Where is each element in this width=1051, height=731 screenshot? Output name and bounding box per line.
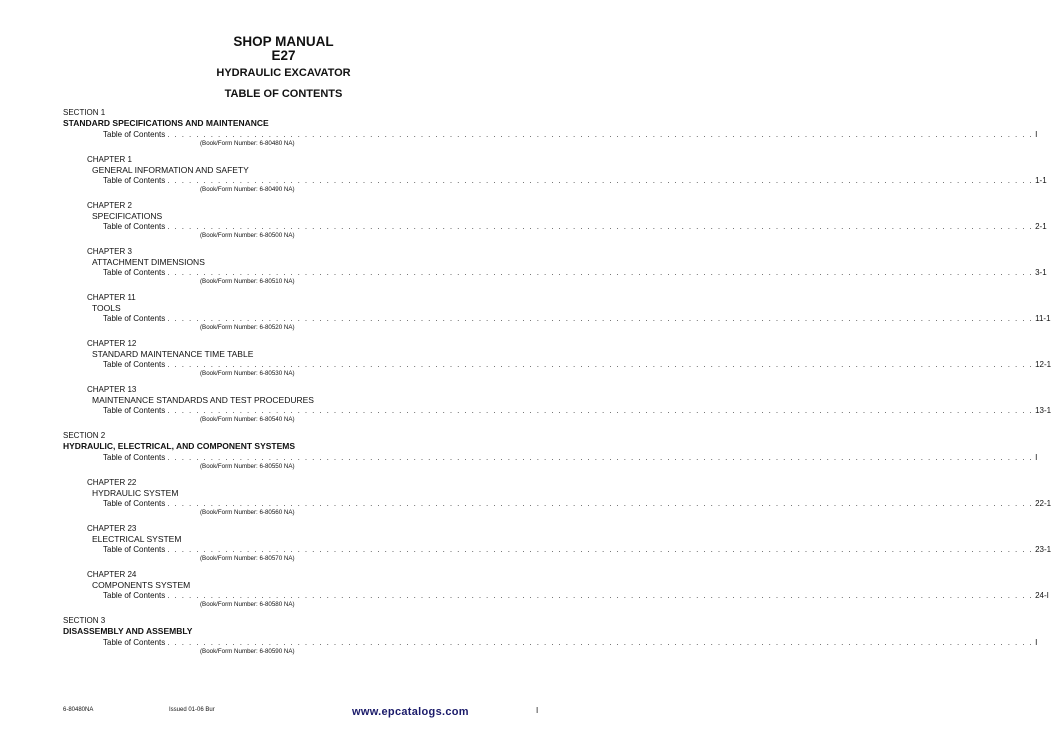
footer-doc-number: 6-80480NA (63, 707, 94, 713)
dot-leader: . . . . . . . . . . . . . . . . . . . . . . . . . . . . . . . . . . . . . . . . . . . . . . . . . . . . . . . . . . . . . . . . . . . . . . . . . . . . . . . . . . . . . . . . . . . . . . . . . . . . . . . . . . . . . . . . . . . . . . . . (167, 406, 1034, 415)
manual-title: SHOP MANUAL (233, 34, 334, 49)
section-toc-entry[interactable] (103, 130, 1038, 140)
toc-section (63, 108, 1051, 424)
toc-entry-label: Table of Contents (103, 591, 166, 600)
chapter-number: CHAPTER 23 (87, 524, 137, 533)
book-form-number: (Book/Form Number: 6-80580 NA) (200, 601, 295, 608)
chapter-toc-entry[interactable] (103, 545, 1051, 555)
toc-page-number: 2-1 (1035, 222, 1047, 231)
book-form-number: (Book/Form Number: 6-80510 NA) (200, 278, 295, 285)
toc-page-number: 23-1 (1035, 545, 1051, 554)
book-form-number: (Book/Form Number: 6-80590 NA) (200, 648, 295, 655)
chapter-toc-entry[interactable] (103, 268, 1047, 278)
toc-page-number: 3-1 (1035, 268, 1047, 277)
section-number: SECTION 3 (63, 616, 106, 625)
section-title: DISASSEMBLY AND ASSEMBLY (63, 626, 193, 636)
chapter-number: CHAPTER 3 (87, 247, 132, 256)
book-form-number: (Book/Form Number: 6-80560 NA) (200, 509, 295, 516)
section-toc-entry[interactable] (103, 453, 1038, 463)
chapter-title: HYDRAULIC SYSTEM (92, 488, 179, 498)
toc-entry-label: Table of Contents (103, 406, 166, 415)
toc-page-number: 13-1 (1035, 406, 1051, 415)
dot-leader: . . . . . . . . . . . . . . . . . . . . . . . . . . . . . . . . . . . . . . . . . . . . . . . . . . . . . . . . . . . . . . . . . . . . . . . . . . . . . . . . . . . . . . . . . . . . . . . . . . . . . . . . . . . . . . . . . . . . . . . . (167, 268, 1034, 277)
section-toc-entry[interactable] (103, 638, 1038, 648)
toc-entry-label: Table of Contents (103, 360, 166, 369)
chapter-title: TOOLS (92, 303, 121, 313)
toc-entry-label: Table of Contents (103, 499, 166, 508)
dot-leader: . . . . . . . . . . . . . . . . . . . . . . . . . . . . . . . . . . . . . . . . . . . . . . . . . . . . . . . . . . . . . . . . . . . . . . . . . . . . . . . . . . . . . . . . . . . . . . . . . . . . . . . . . . . . . . . . . . . . . . . . (167, 130, 1034, 139)
chapter-number: CHAPTER 13 (87, 385, 137, 394)
dot-leader: . . . . . . . . . . . . . . . . . . . . . . . . . . . . . . . . . . . . . . . . . . . . . . . . . . . . . . . . . . . . . . . . . . . . . . . . . . . . . . . . . . . . . . . . . . . . . . . . . . . . . . . . . . . . . . . . . . . . . . . . (167, 176, 1034, 185)
dot-leader: . . . . . . . . . . . . . . . . . . . . . . . . . . . . . . . . . . . . . . . . . . . . . . . . . . . . . . . . . . . . . . . . . . . . . . . . . . . . . . . . . . . . . . . . . . . . . . . . . . . . . . . . . . . . . . . . . . . . . . . . (167, 499, 1034, 508)
book-form-number: (Book/Form Number: 6-80480 NA) (200, 140, 295, 147)
chapter-number: CHAPTER 24 (87, 570, 137, 579)
dot-leader: . . . . . . . . . . . . . . . . . . . . . . . . . . . . . . . . . . . . . . . . . . . . . . . . . . . . . . . . . . . . . . . . . . . . . . . . . . . . . . . . . . . . . . . . . . . . . . . . . . . . . . . . . . . . . . . . . . . . . . . . (167, 638, 1034, 647)
toc-entry-label: Table of Contents (103, 545, 166, 554)
book-form-number: (Book/Form Number: 6-80540 NA) (200, 416, 295, 423)
watermark-url: www.epcatalogs.com (352, 706, 469, 718)
dot-leader: . . . . . . . . . . . . . . . . . . . . . . . . . . . . . . . . . . . . . . . . . . . . . . . . . . . . . . . . . . . . . . . . . . . . . . . . . . . . . . . . . . . . . . . . . . . . . . . . . . . . . . . . . . . . . . . . . . . . . . . . (167, 453, 1034, 462)
chapter-number: CHAPTER 12 (87, 339, 137, 348)
toc-page-number: I (1035, 638, 1038, 647)
toc-section (63, 616, 1038, 656)
dot-leader: . . . . . . . . . . . . . . . . . . . . . . . . . . . . . . . . . . . . . . . . . . . . . . . . . . . . . . . . . . . . . . . . . . . . . . . . . . . . . . . . . . . . . . . . . . . . . . . . . . . . . . . . . . . . . . . . . . . . . . . . (167, 545, 1034, 554)
section-number: SECTION 2 (63, 431, 106, 440)
section-number: SECTION 1 (63, 108, 106, 117)
toc-entry-label: Table of Contents (103, 453, 166, 462)
toc-page-number: 24-I (1035, 591, 1049, 600)
toc-page-number: 12-1 (1035, 360, 1051, 369)
chapter-toc-entry[interactable] (103, 360, 1051, 370)
toc-entry-label: Table of Contents (103, 314, 166, 323)
chapter-title: MAINTENANCE STANDARDS AND TEST PROCEDURES (92, 395, 314, 405)
dot-leader: . . . . . . . . . . . . . . . . . . . . . . . . . . . . . . . . . . . . . . . . . . . . . . . . . . . . . . . . . . . . . . . . . . . . . . . . . . . . . . . . . . . . . . . . . . . . . . . . . . . . . . . . . . . . . . . . . . . . . . . . (167, 360, 1034, 369)
book-form-number: (Book/Form Number: 6-80500 NA) (200, 232, 295, 239)
chapter-title: COMPONENTS SYSTEM (92, 580, 191, 590)
chapter-toc-entry[interactable] (103, 591, 1049, 601)
book-form-number: (Book/Form Number: 6-80530 NA) (200, 370, 295, 377)
toc-entry-label: Table of Contents (103, 638, 166, 647)
chapter-toc-entry[interactable] (103, 222, 1047, 232)
table-of-contents (63, 108, 1051, 663)
dot-leader: . . . . . . . . . . . . . . . . . . . . . . . . . . . . . . . . . . . . . . . . . . . . . . . . . . . . . . . . . . . . . . . . . . . . . . . . . . . . . . . . . . . . . . . . . . . . . . . . . . . . . . . . . . . . . . . . . . . . . . . . (167, 314, 1034, 323)
chapter-title: STANDARD MAINTENANCE TIME TABLE (92, 349, 254, 359)
book-form-number: (Book/Form Number: 6-80490 NA) (200, 186, 295, 193)
chapter-title: SPECIFICATIONS (92, 211, 163, 221)
toc-entry-label: Table of Contents (103, 222, 166, 231)
footer-issued: Issued 01-06 Bur (169, 707, 215, 713)
toc-section (63, 431, 1051, 609)
chapter-number: CHAPTER 2 (87, 201, 132, 210)
chapter-toc-entry[interactable] (103, 499, 1051, 509)
dot-leader: . . . . . . . . . . . . . . . . . . . . . . . . . . . . . . . . . . . . . . . . . . . . . . . . . . . . . . . . . . . . . . . . . . . . . . . . . . . . . . . . . . . . . . . . . . . . . . . . . . . . . . . . . . . . . . . . . . . . . . . . (167, 222, 1034, 231)
chapter-title: ELECTRICAL SYSTEM (92, 534, 182, 544)
section-title: HYDRAULIC, ELECTRICAL, AND COMPONENT SYSTEMS (63, 441, 296, 451)
chapter-number: CHAPTER 1 (87, 155, 132, 164)
chapter-toc-entry[interactable] (103, 406, 1051, 416)
toc-page-number: 11-1 (1035, 314, 1051, 323)
chapter-title: GENERAL INFORMATION AND SAFETY (92, 165, 249, 175)
toc-entry-label: Table of Contents (103, 268, 166, 277)
chapter-title: ATTACHMENT DIMENSIONS (92, 257, 205, 267)
book-form-number: (Book/Form Number: 6-80570 NA) (200, 555, 295, 562)
chapter-number: CHAPTER 22 (87, 478, 137, 487)
chapter-toc-entry[interactable] (103, 314, 1051, 324)
toc-page-number: 1-1 (1035, 176, 1047, 185)
model-number: E27 (271, 48, 296, 63)
toc-page-number: I (1035, 130, 1038, 139)
book-form-number: (Book/Form Number: 6-80520 NA) (200, 324, 295, 331)
toc-entry-label: Table of Contents (103, 130, 166, 139)
title-block (0, 34, 567, 101)
book-form-number: (Book/Form Number: 6-80550 NA) (200, 463, 295, 470)
toc-heading: TABLE OF CONTENTS (224, 88, 343, 100)
chapter-toc-entry[interactable] (103, 176, 1047, 186)
dot-leader: . . . . . . . . . . . . . . . . . . . . . . . . . . . . . . . . . . . . . . . . . . . . . . . . . . . . . . . . . . . . . . . . . . . . . . . . . . . . . . . . . . . . . . . . . . . . . . . . . . . . . . . . . . . . . . . . . . . . . . . . (167, 591, 1034, 600)
toc-page-number: 22-1 (1035, 499, 1051, 508)
footer-page-mark: I (536, 706, 539, 715)
section-title: STANDARD SPECIFICATIONS AND MAINTENANCE (63, 118, 269, 128)
chapter-number: CHAPTER 11 (87, 293, 136, 302)
machine-type: HYDRAULIC EXCAVATOR (216, 67, 351, 79)
toc-entry-label: Table of Contents (103, 176, 166, 185)
toc-page-number: I (1035, 453, 1038, 462)
